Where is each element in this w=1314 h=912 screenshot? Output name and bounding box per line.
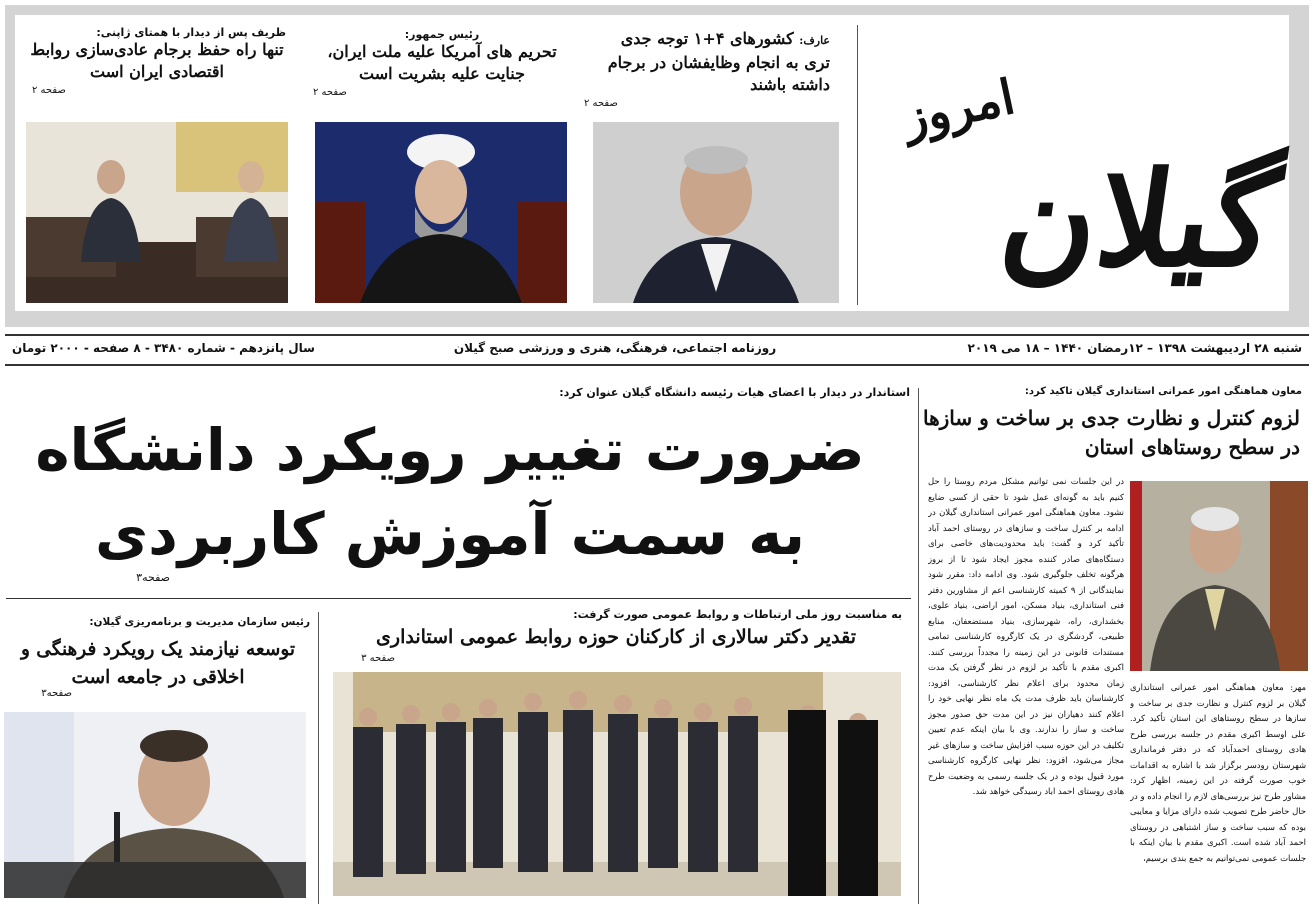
mid-story-kicker: به مناسبت روز ملی ارتباطات و روابط عمومی صورت گرفت: — [573, 608, 902, 621]
teaser-photo-rouhani — [315, 122, 567, 303]
left-story-page-ref: صفحه۳ — [41, 688, 72, 699]
column-divider-right — [918, 388, 919, 904]
logo-main-text: گیلان — [992, 143, 1288, 296]
teaser-headline: تحریم های آمریکا علیه ملت ایران، جنایت علیه بشریت است — [327, 42, 557, 83]
teaser-headline-text: کشورهای ۴+۱ توجه جدی تری به انجام وظایفشان در برجام داشته باشند — [607, 29, 830, 94]
masthead-divider — [857, 25, 858, 305]
lead-bottom-rule — [6, 598, 911, 599]
column-divider-left — [318, 612, 319, 904]
right-story-photo — [1130, 481, 1308, 671]
lead-kicker: استاندار در دیدار با اعضای هیات رئیسه دانشگاه گیلان عنوان کرد: — [559, 386, 910, 399]
teaser-headline: تنها راه حفظ برجام عادی‌سازی روابط اقتصادی ایران است — [30, 40, 284, 81]
mid-story-page-ref: صفحه ۳ — [361, 653, 395, 664]
teaser-zarif[interactable] — [28, 26, 286, 96]
teaser-kicker: رئیس جمهور: — [404, 28, 480, 41]
left-story-photo — [4, 712, 306, 898]
teaser-kicker: ظریف پس از دیدار با همتای ژاپنی: — [96, 26, 286, 39]
infobar-tagline: روزنامه اجتماعی، فرهنگی، هنری و ورزشی صبح گیلان — [453, 341, 777, 355]
mid-story-group-photo — [333, 672, 901, 896]
logo-sub-text: امروز — [898, 68, 1020, 148]
teaser-kicker: عارف: — [799, 34, 830, 47]
infobar-bottom-rule — [5, 364, 1309, 366]
teaser-page-ref: صفحه ۲ — [32, 85, 66, 96]
teaser-rouhani[interactable] — [313, 28, 571, 98]
teaser-page-ref: صفحه ۲ — [313, 87, 347, 98]
left-story-kicker: رئیس سازمان مدیریت و برنامه‌ریزی گیلان: — [89, 616, 310, 628]
lead-page-ref: صفحه۳ — [136, 571, 170, 584]
lead-headline[interactable]: ضرورت تغییر رویکرد دانشگاه به سمت آموزش کاربردی — [35, 416, 865, 568]
left-story-headline[interactable]: توسعه نیازمند یک رویکرد فرهنگی و اخلاقی در جامعه است — [20, 639, 296, 688]
right-story-kicker: معاون هماهنگی امور عمرانی استانداری گیلان تاکید کرد: — [1024, 386, 1302, 397]
newspaper-logo — [875, 60, 1295, 310]
teaser-headline — [590, 28, 830, 96]
right-story-headline[interactable]: لزوم کنترل و نظارت جدی بر ساخت و سازها در سطح روستاهای استان — [922, 406, 1300, 459]
right-story-body-b: مهر: معاون هماهنگی امور عمرانی استانداری گیلان بر لزوم کنترل و نظارت جدی بر ساخت و سازها در سطح روستاهای این استان تأکید کرد. علی اوسط اکبری مقدم در جلسه بررسی طرح هادی روستای احمدآباد که در دفتر فرمانداری شهرستان رودسر برگزار شد با اشاره به اقدامات خوب صورت گرفته در این زمینه، اظهار کرد: مشاور طرح نیز بررسی‌های لازم را انجام داده و در حال حاضر طرح تصویب شده دارای مزایا و معایبی بوده که سبب ساخت و ساز اشتباهی در روستای احمد آباد شده است. اکبری مقدم با بیان اینکه با جلسات عمومی نمی‌توانیم به جمع بندی برسیم، — [1130, 682, 1306, 863]
teaser-page-ref: صفحه ۲ — [584, 98, 618, 109]
infobar-top-rule — [5, 334, 1309, 336]
teaser-photo-zarif — [26, 122, 288, 303]
teaser-aref[interactable] — [584, 28, 830, 109]
infobar-date: شنبه ۲۸ اردیبهشت ۱۳۹۸ – ۱۲رمضان ۱۴۴۰ – ۱۸ می ۲۰۱۹ — [967, 341, 1302, 355]
mid-story-headline[interactable]: تقدیر دکتر سالاری از کارکنان حوزه روابط عمومی استانداری — [376, 626, 856, 648]
teaser-photo-aref — [593, 122, 839, 303]
infobar-issue: سال پانزدهم - شماره ۳۴۸۰ - ۸ صفحه - ۲۰۰۰ تومان — [12, 341, 315, 355]
right-story-body-a: در این جلسات نمی توانیم مشکل مردم روستا را حل کنیم باید به گونه‌ای عمل شود تا حقی از کسی ضایع نشود. معاون هماهنگی امور عمرانی استانداری گیلان در ادامه بر کنترل ساخت و سازهای در روستای احمد آباد تأکید کرد و گفت: باید محدودیت‌های خاصی برای دستگاه‌های صادر کننده مجوز ایجاد شود تا از بروز هرگونه تخلف جلوگیری شود. وی ادامه داد: مقرر شود نمایندگانی از ۹ کمیته کارشناسی اعم از مشاورین دفتر فنی استانداری، بنیاد مسکن، امور اراضی، بنیاد علوی، بخشداری، راه، شهرسازی، بنیاد مستضعفان، منابع طبیعی، گردشگری در یک کارگروه کارشناسی تمامی مستندات قانونی در این زمینه را مجدداً بررسی کنند. اکبری مقدم با تأکید بر لزوم در نظر گرفتن یک مدت زمان محدود برای اعلام نظر کارشناسی، افزود: کارشناسان باید ظرف مدت یک ماه نظر نهایی خود را اعلام کنند دهیاران نیز در این مدت حق صدور مجوز ساخت و ساز را ندارند. وی با بیان اینکه عدم تعیین تکلیف در این حوزه سبب افزایش ساخت و سازهای غیر مجاز می‌شود، افزود: نظر نهایی کارگروه کارشناسی مورد قبول بوده و در یک جلسه رسمی به وضعیت طرح هادی روستای احمد اباد رسیدگی خواهد شد. — [928, 476, 1124, 796]
